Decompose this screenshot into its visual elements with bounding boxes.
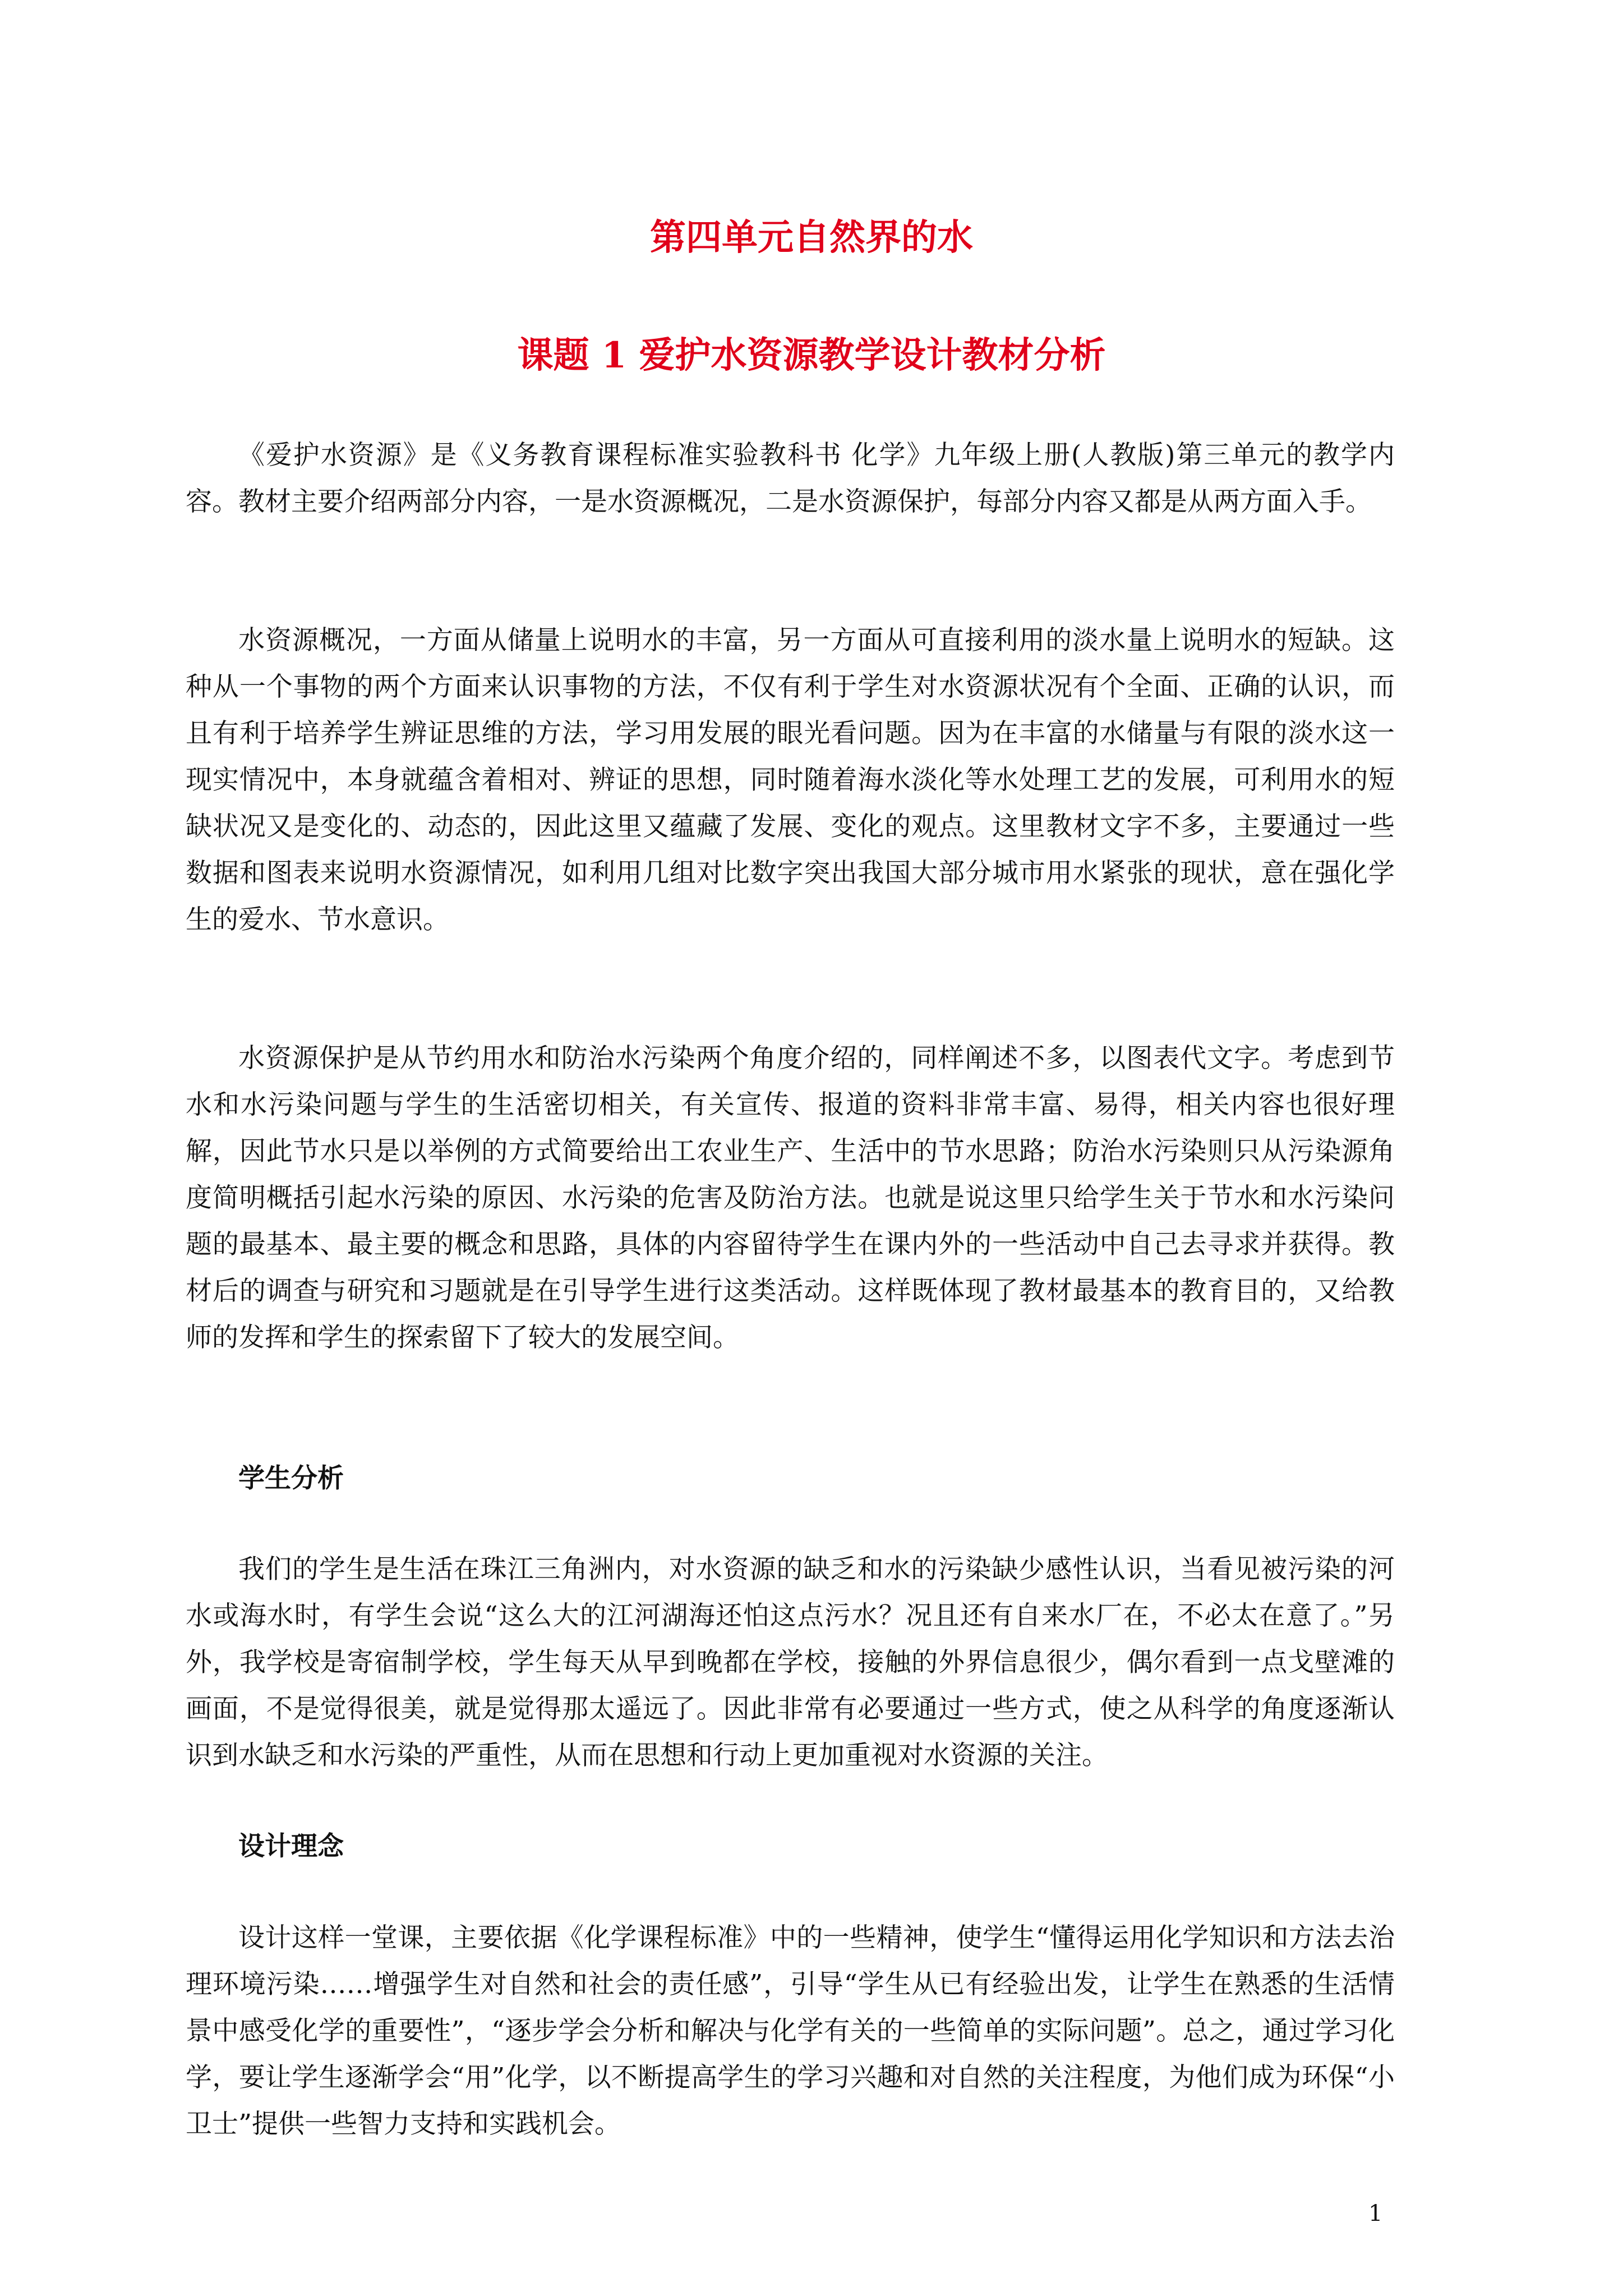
unit-title: 第四单元自然界的水 bbox=[650, 217, 973, 259]
paragraph-design-concept: 设计这样一堂课，主要依据《化学课程标准》中的一些精神，使学生“懂得运用化学知识和方法去治理环境污染……增强学生对自然和社会的责任感”，引导“学生从已有经验出发，让学生在熟悉的生活情景中感受化学的重要性”，“逐步学会分析和解决与化学有关的一些简单的实际问题”。总之，通过学习化学，要让学生逐渐学会“用”化学，以不断提高学生的学习兴趣和对自然的关注程度，为他们成为环保“小卫士”提供一些智力支持和实践机会。 bbox=[186, 1922, 1395, 2139]
page-number: 1 bbox=[1368, 2201, 1383, 2226]
section-heading-student-analysis: 学生分析 bbox=[238, 1463, 344, 1494]
paragraph-student-analysis: 我们的学生是生活在珠江三角洲内，对水资源的缺乏和水的污染缺少感性认识，当看见被污染的河水或海水时，有学生会说“这么大的江河湖海还怕这点污水？况且还有自来水厂在，不必太在意了。”另外，我学校是寄宿制学校，学生每天从早到晚都在学校，接触的外界信息很少，偶尔看到一点戈壁滩的画面，不是觉得很美，就是觉得那太遥远了。因此非常有必要通过一些方式，使之从科学的角度逐渐认识到水缺乏和水污染的严重性，从而在思想和行动上更加重视对水资源的关注。 bbox=[186, 1554, 1395, 1771]
paragraph-textbook-intro: 《爱护水资源》是《义务教育课程标准实验教科书 化学》九年级上册(人教版)第三单元的教学内容。教材主要介绍两部分内容，一是水资源概况，二是水资源保护，每部分内容又都是从两方面入手。 bbox=[186, 440, 1395, 517]
paragraph-water-protection: 水资源保护是从节约用水和防治水污染两个角度介绍的，同样阐述不多，以图表代文字。考虑到节水和水污染问题与学生的生活密切相关，有关宣传、报道的资料非常丰富、易得，相关内容也很好理解，因此节水只是以举例的方式简要给出工农业生产、生活中的节水思路；防治水污染则只从污染源角度简明概括引起水污染的原因、水污染的危害及防治方法。也就是说这里只给学生关于节水和水污染问题的最基本、最主要的概念和思路，具体的内容留待学生在课内外的一些活动中自己去寻求并获得。教材后的调查与研究和习题就是在引导学生进行这类活动。这样既体现了教材最基本的教育目的，又给教师的发挥和学生的探索留下了较大的发展空间。 bbox=[186, 1043, 1395, 1353]
paragraph-water-overview: 水资源概况，一方面从储量上说明水的丰富，另一方面从可直接利用的淡水量上说明水的短缺。这种从一个事物的两个方面来认识事物的方法，不仅有利于学生对水资源状况有个全面、正确的认识，而且有利于培养学生辨证思维的方法，学习用发展的眼光看问题。因为在丰富的水储量与有限的淡水这一现实情况中，本身就蕴含着相对、辨证的思想，同时随着海水淡化等水处理工艺的发展，可利用水的短缺状况又是变化的、动态的，因此这里又蕴藏了发展、变化的观点。这里教材文字不多，主要通过一些数据和图表来说明水资源情况，如利用几组对比数字突出我国大部分城市用水紧张的现状，意在强化学生的爱水、节水意识。 bbox=[186, 625, 1395, 935]
section-heading-design-concept: 设计理念 bbox=[238, 1831, 344, 1862]
lesson-title: 课题 1 爱护水资源教学设计教材分析 bbox=[517, 334, 1106, 376]
